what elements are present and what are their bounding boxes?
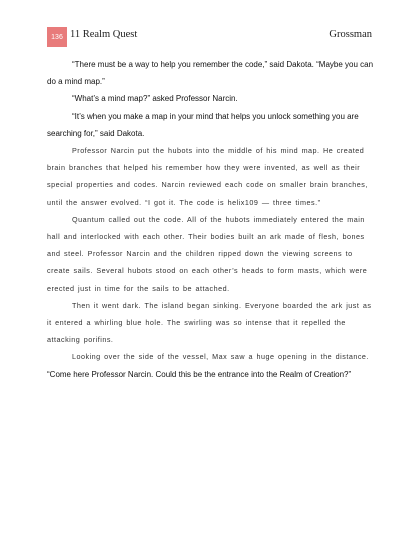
paragraph: “Come here Professor Narcin. Could this be the entrance into the Realm of Creation?” (47, 369, 352, 379)
paragraph: Looking over the side of the vessel, Max saw a huge opening in the distance. (72, 352, 369, 362)
paragraph: “What’s a mind map?” asked Professor Narcin. (72, 94, 238, 104)
running-header-author: Grossman (329, 29, 372, 40)
paragraph: Quantum called out the code. All of the hubots immediately entered the main hall and interlocked with each other. Their bodies built an ark made of flesh, bones and steel. Professor Narcin and the children ripped down the viewing screens to create sails. Several hubots stood on each other’s heads to form masts, which were erected just in time for the sails to be attached. (47, 214, 368, 293)
body-text (47, 56, 377, 383)
paragraph: Professor Narcin put the hubots into the middle of his mind map. He created brain branches that helped his remember how they were invented, as well as their special properties and codes. Narcin reviewed each code on smaller brain branches, until the answer evolved. “I got it. The code is helix109 — three times.” (47, 146, 368, 207)
paragraph: “It’s when you make a map in your mind that helps you unlock something you are searching for,” said Dakota. (47, 111, 359, 138)
paragraph: Then it went dark. The island began sinking. Everyone boarded the ark just as it entered a whirling blue hole. The swirling was so intense that it repelled the attacking porifins. (47, 300, 372, 345)
page-number-badge: 136 (47, 27, 67, 47)
running-header-title: 11 Realm Quest (70, 29, 138, 40)
paragraph: “There must be a way to help you remember the code,” said Dakota. “Maybe you can do a mind map.” (47, 60, 374, 87)
